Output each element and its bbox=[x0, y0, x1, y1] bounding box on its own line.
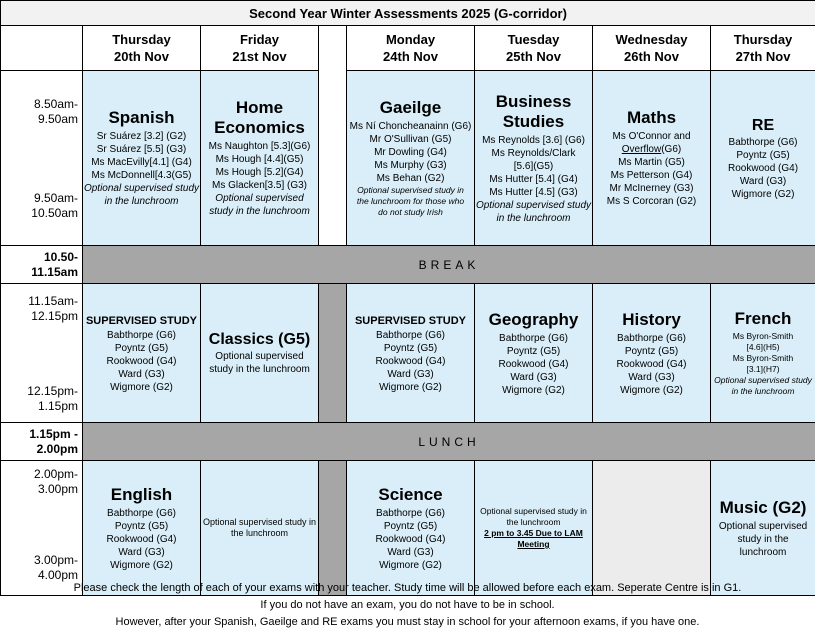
exam-cell-geography bbox=[475, 284, 593, 423]
day-name: Tuesday bbox=[507, 32, 560, 47]
study-note: Optional supervised study in the lunchroom bbox=[475, 199, 592, 224]
teacher-line: Mr O'Sullivan (G5) bbox=[369, 134, 452, 145]
teacher-line: Wigmore (G2) bbox=[379, 559, 442, 571]
study-cell-tuesday bbox=[475, 461, 593, 596]
teacher-line: Ms Naughton [5.3](G6) bbox=[208, 141, 311, 152]
lam-meeting-note: Meeting bbox=[517, 539, 550, 549]
day-date: 26th Nov bbox=[624, 49, 679, 64]
study-note: lunchroom bbox=[739, 546, 787, 558]
study-note: Optional supervised study in the lunchroom bbox=[209, 193, 310, 217]
teacher-line: Rookwood (G4) bbox=[106, 355, 177, 367]
subject-title: Geography bbox=[488, 309, 579, 329]
midday-row bbox=[1, 284, 815, 423]
day-name: Thursday bbox=[733, 32, 793, 47]
subject-title: SUPERVISED STUDY bbox=[354, 314, 467, 327]
teacher-line: Babthorpe (G6) bbox=[376, 507, 445, 519]
teacher-line: [5.6](G5) bbox=[513, 160, 554, 172]
teacher-line: Sr Suárez [5.5] (G3) bbox=[96, 144, 187, 155]
teacher-line: Poyntz (G5) bbox=[114, 342, 169, 354]
subject-title: Home bbox=[235, 98, 284, 117]
subject-title: Gaeilge bbox=[379, 98, 442, 117]
day-header bbox=[593, 26, 711, 71]
teacher-line: Rookwood (G4) bbox=[106, 533, 177, 545]
teacher-line: Poyntz (G5) bbox=[383, 342, 438, 354]
time-label: 3.00pm- bbox=[33, 553, 78, 567]
exam-cell-supervised-study bbox=[83, 284, 201, 423]
study-note: Optional supervised study in the lunchroom for those who do not study Irish bbox=[356, 185, 465, 217]
time-label: 2.00pm bbox=[36, 441, 78, 456]
time-cell bbox=[1, 423, 83, 461]
time-label: 11.15am bbox=[31, 264, 78, 279]
footer-note: However, after your Spanish, Gaeilge and RE exams you must stay in school for your afternoon exams, if you have one. bbox=[115, 616, 700, 628]
study-note: Optional supervised study in bbox=[202, 517, 317, 527]
teacher-line: Ms Ní Choncheanainn (G6) bbox=[349, 121, 472, 132]
teacher-line: Ms Martin (G5) bbox=[618, 157, 685, 168]
teacher-line: Poyntz (G5) bbox=[383, 520, 438, 532]
time-label: 10.50am bbox=[31, 206, 78, 220]
exam-cell-english bbox=[83, 461, 201, 596]
subject-title: French bbox=[734, 309, 792, 328]
day-name: Wednesday bbox=[615, 32, 688, 47]
teacher-line: Babthorpe (G6) bbox=[107, 329, 176, 341]
study-cell-friday bbox=[201, 461, 319, 596]
lunch-label: LUNCH bbox=[418, 434, 480, 449]
subject-title: Spanish bbox=[108, 108, 175, 127]
time-label: 10.50- bbox=[43, 249, 78, 264]
day-header bbox=[201, 26, 319, 71]
teacher-line: Ms Byron-Smith bbox=[732, 353, 794, 363]
time-cell bbox=[1, 71, 83, 246]
teacher-line: Ms Behan (G2) bbox=[376, 173, 445, 184]
day-name: Monday bbox=[385, 32, 436, 47]
day-date: 24th Nov bbox=[383, 49, 438, 64]
teacher-line: Ms Hough [5.2](G4) bbox=[215, 167, 304, 178]
exam-cell-maths bbox=[593, 71, 711, 246]
teacher-line: Poyntz (G5) bbox=[506, 345, 561, 357]
teacher-line: Sr Suárez [3.2] (G2) bbox=[96, 131, 187, 142]
time-label: 1.15pm - bbox=[29, 426, 78, 441]
day-date: 20th Nov bbox=[114, 49, 169, 64]
teacher-line: Rookwood (G4) bbox=[498, 358, 569, 370]
footer-note: Please check the length of each of your exams with your teacher. Study time will be allowed before each exam. Seperate Centre is in G1. bbox=[73, 582, 742, 594]
page-title: Second Year Winter Assessments 2025 (G-corridor) bbox=[1, 1, 815, 26]
subject-title: SUPERVISED STUDY bbox=[85, 314, 198, 327]
exam-cell-re bbox=[711, 71, 815, 246]
break-row bbox=[1, 246, 815, 284]
teacher-line: Babthorpe (G6) bbox=[728, 136, 798, 148]
day-header bbox=[711, 26, 815, 71]
teacher-line: Ward (G3) bbox=[387, 546, 434, 558]
time-label: 1.15pm bbox=[37, 399, 78, 413]
subject-title: Science bbox=[378, 484, 443, 504]
exam-cell-supervised-study bbox=[347, 284, 475, 423]
day-date: 25th Nov bbox=[506, 49, 561, 64]
teacher-line: Babthorpe (G6) bbox=[376, 329, 445, 341]
time-label: 2.00pm- bbox=[33, 467, 78, 481]
teacher-line: Ward (G3) bbox=[387, 368, 434, 380]
subject-title: Music (G2) bbox=[719, 497, 807, 517]
day-date: 27th Nov bbox=[735, 49, 791, 64]
study-note: Optional supervised study in the lunchroom bbox=[83, 183, 200, 207]
teacher-line: Babthorpe (G6) bbox=[499, 332, 568, 344]
weekend-gap bbox=[319, 284, 347, 423]
time-cell bbox=[1, 246, 83, 284]
time-label: 4.00pm bbox=[37, 568, 78, 582]
teacher-line: Ms S Corcoran (G2) bbox=[606, 196, 697, 207]
subject-title: Studies bbox=[502, 111, 565, 131]
teacher-line: Ms Glacken[3.5] (G3) bbox=[211, 180, 308, 191]
footer-note: If you do not have an exam, you do not have to be in school. bbox=[260, 599, 555, 611]
room-code: (G6) bbox=[661, 144, 682, 155]
exam-cell-french bbox=[711, 284, 815, 423]
teacher-line: Poyntz (G5) bbox=[736, 149, 790, 161]
study-note: Optional supervised study in the lunchroom bbox=[714, 375, 812, 396]
weekend-gap bbox=[319, 461, 347, 596]
empty-cell-wednesday bbox=[593, 461, 711, 596]
teacher-line: Ms Hutter [4.5] (G3) bbox=[489, 186, 578, 198]
exam-cell-gaeilge bbox=[347, 71, 475, 246]
day-name: Thursday bbox=[112, 32, 171, 47]
afternoon-row bbox=[1, 461, 815, 596]
study-note: the lunchroom bbox=[506, 517, 561, 527]
teacher-line: Ward (G3) bbox=[118, 368, 165, 380]
teacher-line: Wigmore (G2) bbox=[110, 381, 173, 393]
exam-cell-business-studies bbox=[475, 71, 593, 246]
lunch-bar bbox=[83, 423, 815, 461]
time-label: 9.50am- bbox=[33, 191, 78, 205]
teacher-line: Ms Hough [4.4](G5) bbox=[215, 154, 304, 165]
study-note: the lunchroom bbox=[230, 528, 289, 538]
overflow-label: Overflow bbox=[621, 144, 662, 155]
teacher-line: Mr McInerney (G3) bbox=[609, 183, 694, 194]
teacher-line bbox=[593, 143, 710, 156]
day-header bbox=[83, 26, 201, 71]
time-cell bbox=[1, 284, 83, 423]
corner-cell bbox=[1, 26, 83, 71]
time-label: 3.00pm bbox=[37, 482, 78, 496]
weekend-gap bbox=[319, 26, 347, 246]
teacher-line: Poyntz (G5) bbox=[624, 345, 679, 357]
teacher-line: Ward (G3) bbox=[628, 371, 675, 383]
day-header-row bbox=[1, 26, 815, 71]
subject-title: Maths bbox=[626, 108, 677, 127]
exam-cell-spanish bbox=[83, 71, 201, 246]
teacher-line: [3.1](H7) bbox=[746, 364, 780, 374]
teacher-line: Mr Dowling (G4) bbox=[374, 147, 447, 158]
teacher-line: Rookwood (G4) bbox=[375, 533, 446, 545]
time-label: 9.50am bbox=[37, 112, 78, 126]
subject-title: Economics bbox=[214, 118, 305, 137]
subject-title: English bbox=[110, 484, 173, 504]
teacher-line: Wigmore (G2) bbox=[620, 384, 683, 396]
teacher-line: Wigmore (G2) bbox=[379, 381, 442, 393]
teacher-line: Wigmore (G2) bbox=[731, 188, 795, 200]
teacher-line: Ms Byron-Smith bbox=[732, 331, 794, 341]
day-name: Friday bbox=[239, 32, 279, 47]
teacher-line: Ward (G3) bbox=[739, 175, 787, 187]
exam-cell-music bbox=[711, 461, 815, 596]
lam-meeting-note: 2 pm to 3.45 Due to LAM bbox=[484, 528, 583, 538]
study-note: study in the bbox=[737, 533, 789, 545]
day-header bbox=[347, 26, 475, 71]
teacher-line: Wigmore (G2) bbox=[502, 384, 565, 396]
exam-cell-science bbox=[347, 461, 475, 596]
teacher-line: Ms Murphy (G3) bbox=[374, 160, 447, 171]
exam-cell-classics bbox=[201, 284, 319, 423]
day-date: 21st Nov bbox=[232, 49, 287, 64]
day-header bbox=[475, 26, 593, 71]
teacher-line: Rookwood (G4) bbox=[375, 355, 446, 367]
exam-cell-history bbox=[593, 284, 711, 423]
study-note: Optional supervised bbox=[718, 520, 808, 532]
teacher-line: Ms O'Connor and bbox=[612, 131, 691, 142]
teacher-line: Ward (G3) bbox=[118, 546, 165, 558]
teacher-line: Ms Petterson (G4) bbox=[610, 170, 693, 181]
subject-title: RE bbox=[751, 116, 775, 134]
teacher-line: Ms Reynolds/Clark bbox=[491, 147, 576, 159]
time-cell bbox=[1, 461, 83, 596]
teacher-line: Ms Reynolds [3.6] (G6) bbox=[482, 134, 585, 146]
study-note: study in the lunchroom bbox=[209, 364, 310, 375]
time-label: 11.15am- bbox=[28, 294, 78, 308]
morning-row bbox=[1, 71, 815, 246]
teacher-line: Ms MacEvilly[4.1] (G4) bbox=[91, 157, 192, 168]
teacher-line: Ward (G3) bbox=[510, 371, 557, 383]
teacher-line: Rookwood (G4) bbox=[728, 162, 799, 174]
subject-title: Business bbox=[495, 91, 572, 111]
teacher-line: Ms McDonnell[4.3(G5) bbox=[91, 170, 192, 181]
subject-title: Classics (G5) bbox=[208, 331, 311, 348]
study-note: Optional supervised bbox=[215, 351, 304, 362]
study-note: Optional supervised study in bbox=[480, 506, 587, 516]
teacher-line: Ms Hutter [5.4] (G4) bbox=[489, 173, 578, 185]
exam-cell-home-economics bbox=[201, 71, 319, 246]
time-label: 12.15pm bbox=[31, 309, 78, 323]
break-label: BREAK bbox=[418, 257, 480, 272]
time-label: 8.50am- bbox=[33, 97, 78, 111]
teacher-line: Babthorpe (G6) bbox=[107, 507, 176, 519]
lunch-row bbox=[1, 423, 815, 461]
break-bar bbox=[83, 246, 815, 284]
subject-title: History bbox=[622, 309, 681, 329]
teacher-line: Poyntz (G5) bbox=[114, 520, 169, 532]
time-label: 12.15pm- bbox=[27, 384, 78, 398]
teacher-line: Rookwood (G4) bbox=[616, 358, 687, 370]
teacher-line: Wigmore (G2) bbox=[110, 559, 173, 571]
teacher-line: [4.6](H5) bbox=[746, 342, 780, 352]
teacher-line: Babthorpe (G6) bbox=[617, 332, 686, 344]
